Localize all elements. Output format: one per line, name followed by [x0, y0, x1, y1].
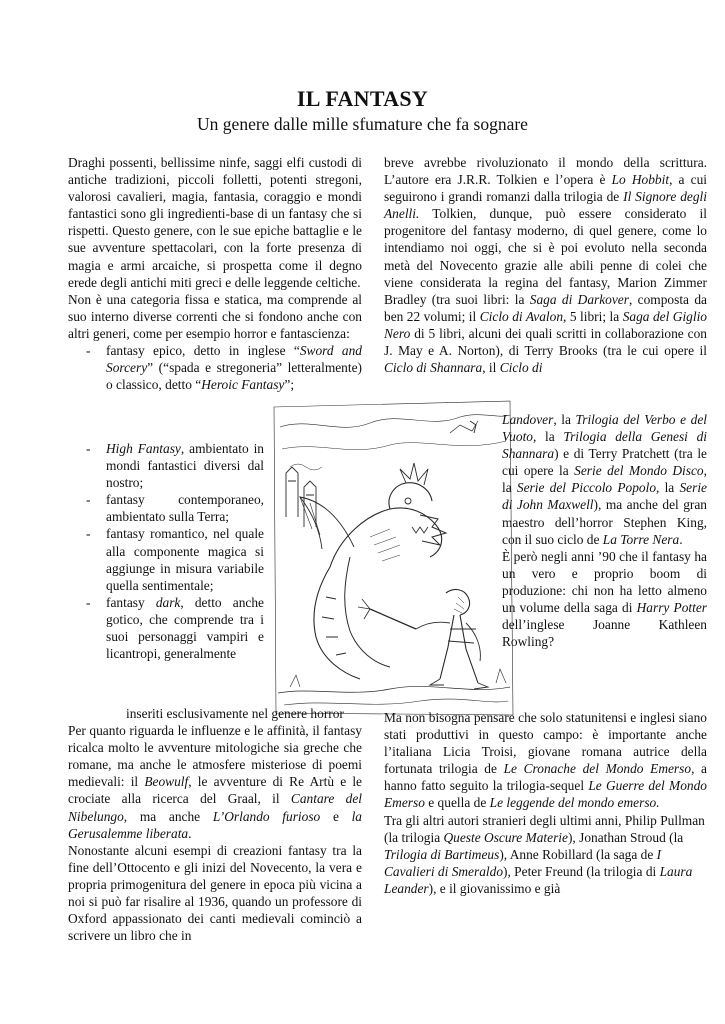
list-text: ”; — [284, 377, 295, 393]
book-title: Landover — [502, 412, 554, 427]
text-run: , 5 libri; la — [563, 308, 623, 324]
paragraph: Draghi possenti, bellissime ninfe, saggi elfi custodi di antiche tradizioni, piccoli folletti, potenti stregoni, valorosi cavalieri, magia, fantasia, coraggio e mondi fantastici sono gli ingredienti-base di un fantasy che si rispetti. Questo genere, con le sue epiche battaglie e le sue avventure spettacolari, con la forte presenza di magia e armi arcaiche, si prospetta come il degno erede degli antichi miti greci e delle leggende celtiche. — [68, 155, 362, 290]
list-dash: - — [86, 526, 91, 542]
list-text: Heroic Fantasy — [201, 377, 285, 393]
text-run: , le avventure di Re Artù e le crociate alla ricerca del Graal, il — [68, 774, 362, 807]
book-title: Serie di John Maxwell — [502, 480, 707, 513]
text-run: , ma anche — [123, 808, 213, 824]
book-title: Saga del Giglio Nero — [384, 308, 707, 341]
book-title: Le leggende del mondo emerso. — [489, 795, 660, 811]
list-item — [68, 342, 362, 393]
book-title: la Gerusalemme liberata — [68, 808, 362, 841]
list-text: High Fantasy — [106, 441, 181, 456]
book-title: Trilogia di Bartimeus — [384, 846, 500, 862]
book-title: Lo Hobbit — [611, 172, 670, 188]
right-wrap-column — [502, 411, 707, 650]
list-text: fantasy — [106, 594, 156, 610]
text-run: , la — [553, 412, 576, 427]
text-run: . — [679, 531, 683, 547]
list-text: fantasy contemporaneo, ambientato sulla Terra; — [106, 492, 264, 525]
text-run: Tra gli altri autori stranieri degli ultimi anni, Philip Pullman (la trilogia — [384, 812, 705, 845]
paragraph — [502, 548, 707, 651]
book-title: Trilogia della Genesi di Shannara — [502, 429, 707, 462]
book-title: Ciclo di Shannara — [384, 360, 483, 376]
text-run: di 5 libri, alcuni dei quali scritti in collaborazione con J. May e A. Norton), di Terry Brooks (tra le cui opere il — [384, 325, 707, 359]
text-run: Per quanto riguarda le influenze e le affinità, il fantasy ricalca molto le avventure mitologiche sia greche che romane, ma anche le atmosfere misteriose di poemi medievali: il — [68, 723, 362, 790]
paragraph — [384, 154, 707, 376]
left-column — [68, 154, 362, 393]
book-title: Laura Leander — [384, 863, 693, 896]
book-title: La Torre Nera — [602, 531, 680, 547]
text-run: dell’inglese Joanne Kathleen Rowling? — [502, 617, 707, 650]
text-run: e — [320, 808, 352, 824]
list-text: Sword and Sorcery — [106, 343, 362, 376]
text-run: ), Peter Freund (la trilogia di — [503, 863, 660, 879]
left-list-wrap — [68, 440, 264, 662]
page-subtitle: Un genere dalle mille sfumature che fa sognare — [197, 114, 528, 134]
text-run: ), Jonathan Stroud (la — [567, 829, 684, 845]
right-column — [384, 154, 707, 376]
book-title: Le Cronache del Mondo Emerso — [503, 761, 692, 777]
paragraph — [384, 812, 707, 897]
text-run: breve avrebbe rivoluzionato il mondo della scrittura. L’autore era J.R.R. Tolkien e l’opera è — [384, 155, 707, 188]
text-run: , composta da ben 22 volumi; il — [384, 291, 707, 324]
list-text: , ambientato in mondi fantastici diversi dal nostro; — [106, 441, 264, 491]
book-title: Le Guerre del Mondo Emerso — [384, 778, 707, 811]
text-run: Ma non bisogna pensare che solo statunitensi e inglesi siano stati produttivi in questo campo: è importante anche l’italiana Licia Troisi, giovane romana autrice della fortunata trilogia de — [384, 710, 707, 777]
book-title: Cantare del Nibelungo — [68, 791, 362, 824]
book-title: Beowulf — [144, 774, 189, 790]
text-run: È però negli anni ’90 che il fantasy ha un vero e proprio boom di produzione: chi non ha letto almeno un volume della saga di — [502, 548, 707, 616]
list-item — [68, 491, 264, 525]
book-title: Harry Potter — [636, 600, 707, 616]
text-run: ), Anne Robillard (la saga de — [499, 846, 657, 862]
book-title: L’Orlando furioso — [212, 808, 321, 824]
book-title: Saga di Darkover — [529, 291, 629, 307]
text-run: ) e di Terry Pratchett (tra le cui opere la — [502, 446, 707, 479]
list-item — [68, 594, 264, 662]
text-run: , la — [533, 429, 564, 445]
list-dash: - — [86, 594, 91, 610]
list-dash: - — [86, 441, 91, 456]
paragraph: Non è una categoria fissa e statica, ma comprende al suo interno diverse correnti che si fondono anche con altri generi, come per esempio horror e fantascienza: — [68, 291, 362, 341]
text-run: e quella de — [424, 795, 490, 811]
text-run: . — [188, 825, 192, 841]
list-tail: inseriti esclusivamente nel genere horror — [126, 706, 344, 721]
bottom-right-column — [384, 709, 707, 897]
text-run: Tolkien, dunque, può essere considerato il progenitore del fantasy moderno, di quel genere, come lo intendiamo noi oggi, che si è poi evoluto nella seconda metà del Novecento grazie alle abili penne di colei che viene considerata la regina del fantasy, Marion Zimmer Bradley (tra suoi libri: la — [384, 206, 707, 307]
book-title: Serie del Mondo Disco — [574, 463, 704, 479]
book-title: Ciclo di Avalon — [479, 308, 564, 324]
text-run: , a cui seguirono i grandi romanzi dalla trilogia de — [384, 172, 707, 205]
book-title: Il Signore degli Anelli. — [384, 189, 707, 222]
text-run: , il — [482, 360, 500, 376]
text-run: , la — [656, 480, 680, 496]
subgenre-list — [68, 342, 362, 393]
text-run: ), ma anche del gran maestro dell’horror Stephen King, con il suo ciclo de — [502, 497, 708, 547]
list-dash: - — [86, 343, 91, 359]
bottom-left-column — [68, 706, 362, 944]
list-text: ” (“spada e stregoneria” letteralmente) o classico, detto “ — [106, 360, 362, 393]
text-run: , la — [502, 463, 707, 496]
list-item — [68, 525, 264, 593]
text-run: ), e il giovanissimo e già — [428, 880, 561, 896]
list-text: , detto anche gotico, che comprende tra i suoi personaggi vampiri e licantropi, generalmente — [106, 594, 264, 662]
list-item — [68, 440, 264, 491]
list-dash: - — [86, 492, 91, 508]
list-text: fantasy romantico, nel quale alla componente magica si aggiunge in misura variabile quella sentimentale; — [106, 526, 264, 593]
page-title: IL FANTASY — [296, 86, 429, 111]
text-run: , a hanno fatto seguito la trilogia-sequel — [384, 761, 707, 794]
book-title: Serie del Piccolo Popolo — [516, 480, 657, 496]
list-text: fantasy epico, detto in inglese “ — [106, 343, 300, 359]
book-title: Ciclo di — [499, 360, 543, 376]
paragraph — [384, 709, 707, 812]
paragraph — [68, 722, 362, 842]
paragraph — [502, 411, 707, 548]
book-title: I Cavalieri di Smeraldo — [384, 846, 662, 879]
dragon-knight-sketch-icon — [270, 397, 516, 719]
paragraph: Nonostante alcuni esempi di creazioni fantasy tra la fine dell’Ottocento e gli inizi del Novecento, la vera e propria primogenitura del genere in epoca più vicina a noi si può far risalire al 1936, quando un professore di Oxford appassionato dei canti medievali cominciò a scrivere un libro che in — [68, 842, 362, 944]
book-title: Trilogia del Verbo e del Vuoto — [502, 412, 707, 445]
list-text: dark — [155, 594, 181, 610]
book-title: Queste Oscure Materie — [443, 829, 568, 845]
